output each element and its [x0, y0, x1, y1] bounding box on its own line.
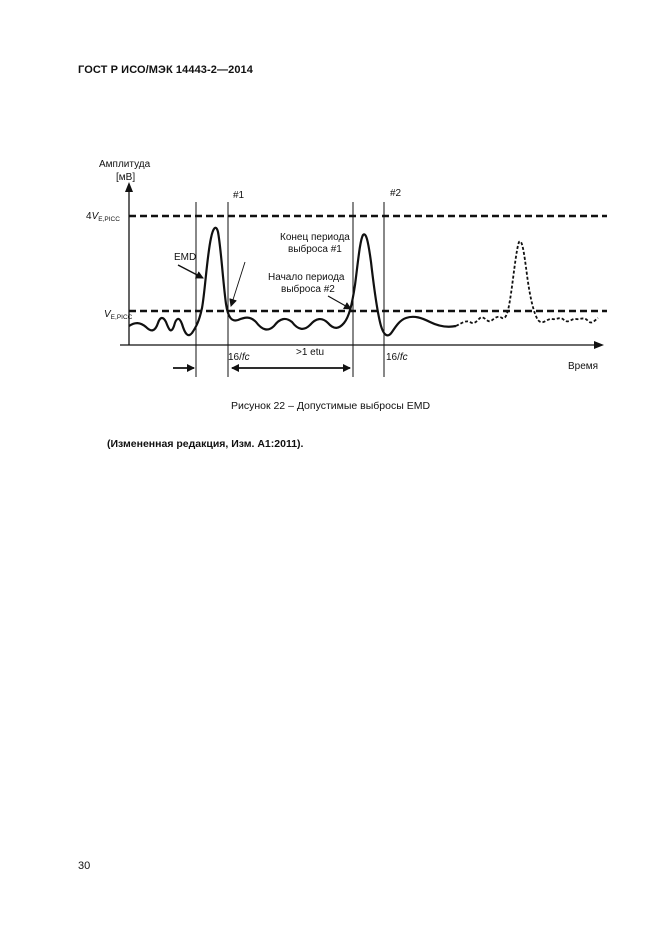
y-axis-label-line1: Амплитуда: [99, 159, 151, 170]
level-high-label: $4V_{E,PICC}$: [86, 211, 120, 223]
marker-label-2: #2: [390, 188, 402, 199]
emd-arrow: [178, 265, 203, 278]
y-axis-label-line2: [мВ]: [116, 172, 136, 183]
document-header: ГОСТ Р ИСО/МЭК 14443-2—2014: [78, 64, 253, 76]
start-period-label-line2: выброса #2: [281, 284, 335, 295]
marker-label-1: #1: [233, 190, 245, 201]
page-number: 30: [78, 860, 91, 872]
interval-1-label: 16/fc: [228, 352, 250, 363]
end-period-label-line2: выброса #1: [288, 244, 342, 255]
x-axis-label: Время: [568, 361, 599, 372]
interval-etu-label: >1 etu: [296, 347, 325, 358]
emd-label: EMD: [174, 252, 197, 263]
start-period-label-line1: Начало периода: [268, 272, 345, 283]
end-period-label-line1: Конец периода: [280, 232, 350, 243]
signal-waveform-continuation: [456, 241, 598, 326]
y-axis-arrowhead: [125, 182, 133, 192]
amendment-note: (Измененная редакция, Изм. А1:2011).: [107, 438, 304, 450]
level-low-label: $V_{E,PICC}$: [104, 309, 133, 321]
interval-2-label: 16/fc: [386, 352, 408, 363]
figure-caption: Рисунок 22 – Допустимые выбросы EMD: [230, 400, 431, 412]
end-period-arrow: [231, 262, 245, 306]
emd-figure: [0, 0, 661, 400]
start-period-arrow: [328, 296, 351, 309]
x-axis-arrowhead: [594, 341, 604, 349]
